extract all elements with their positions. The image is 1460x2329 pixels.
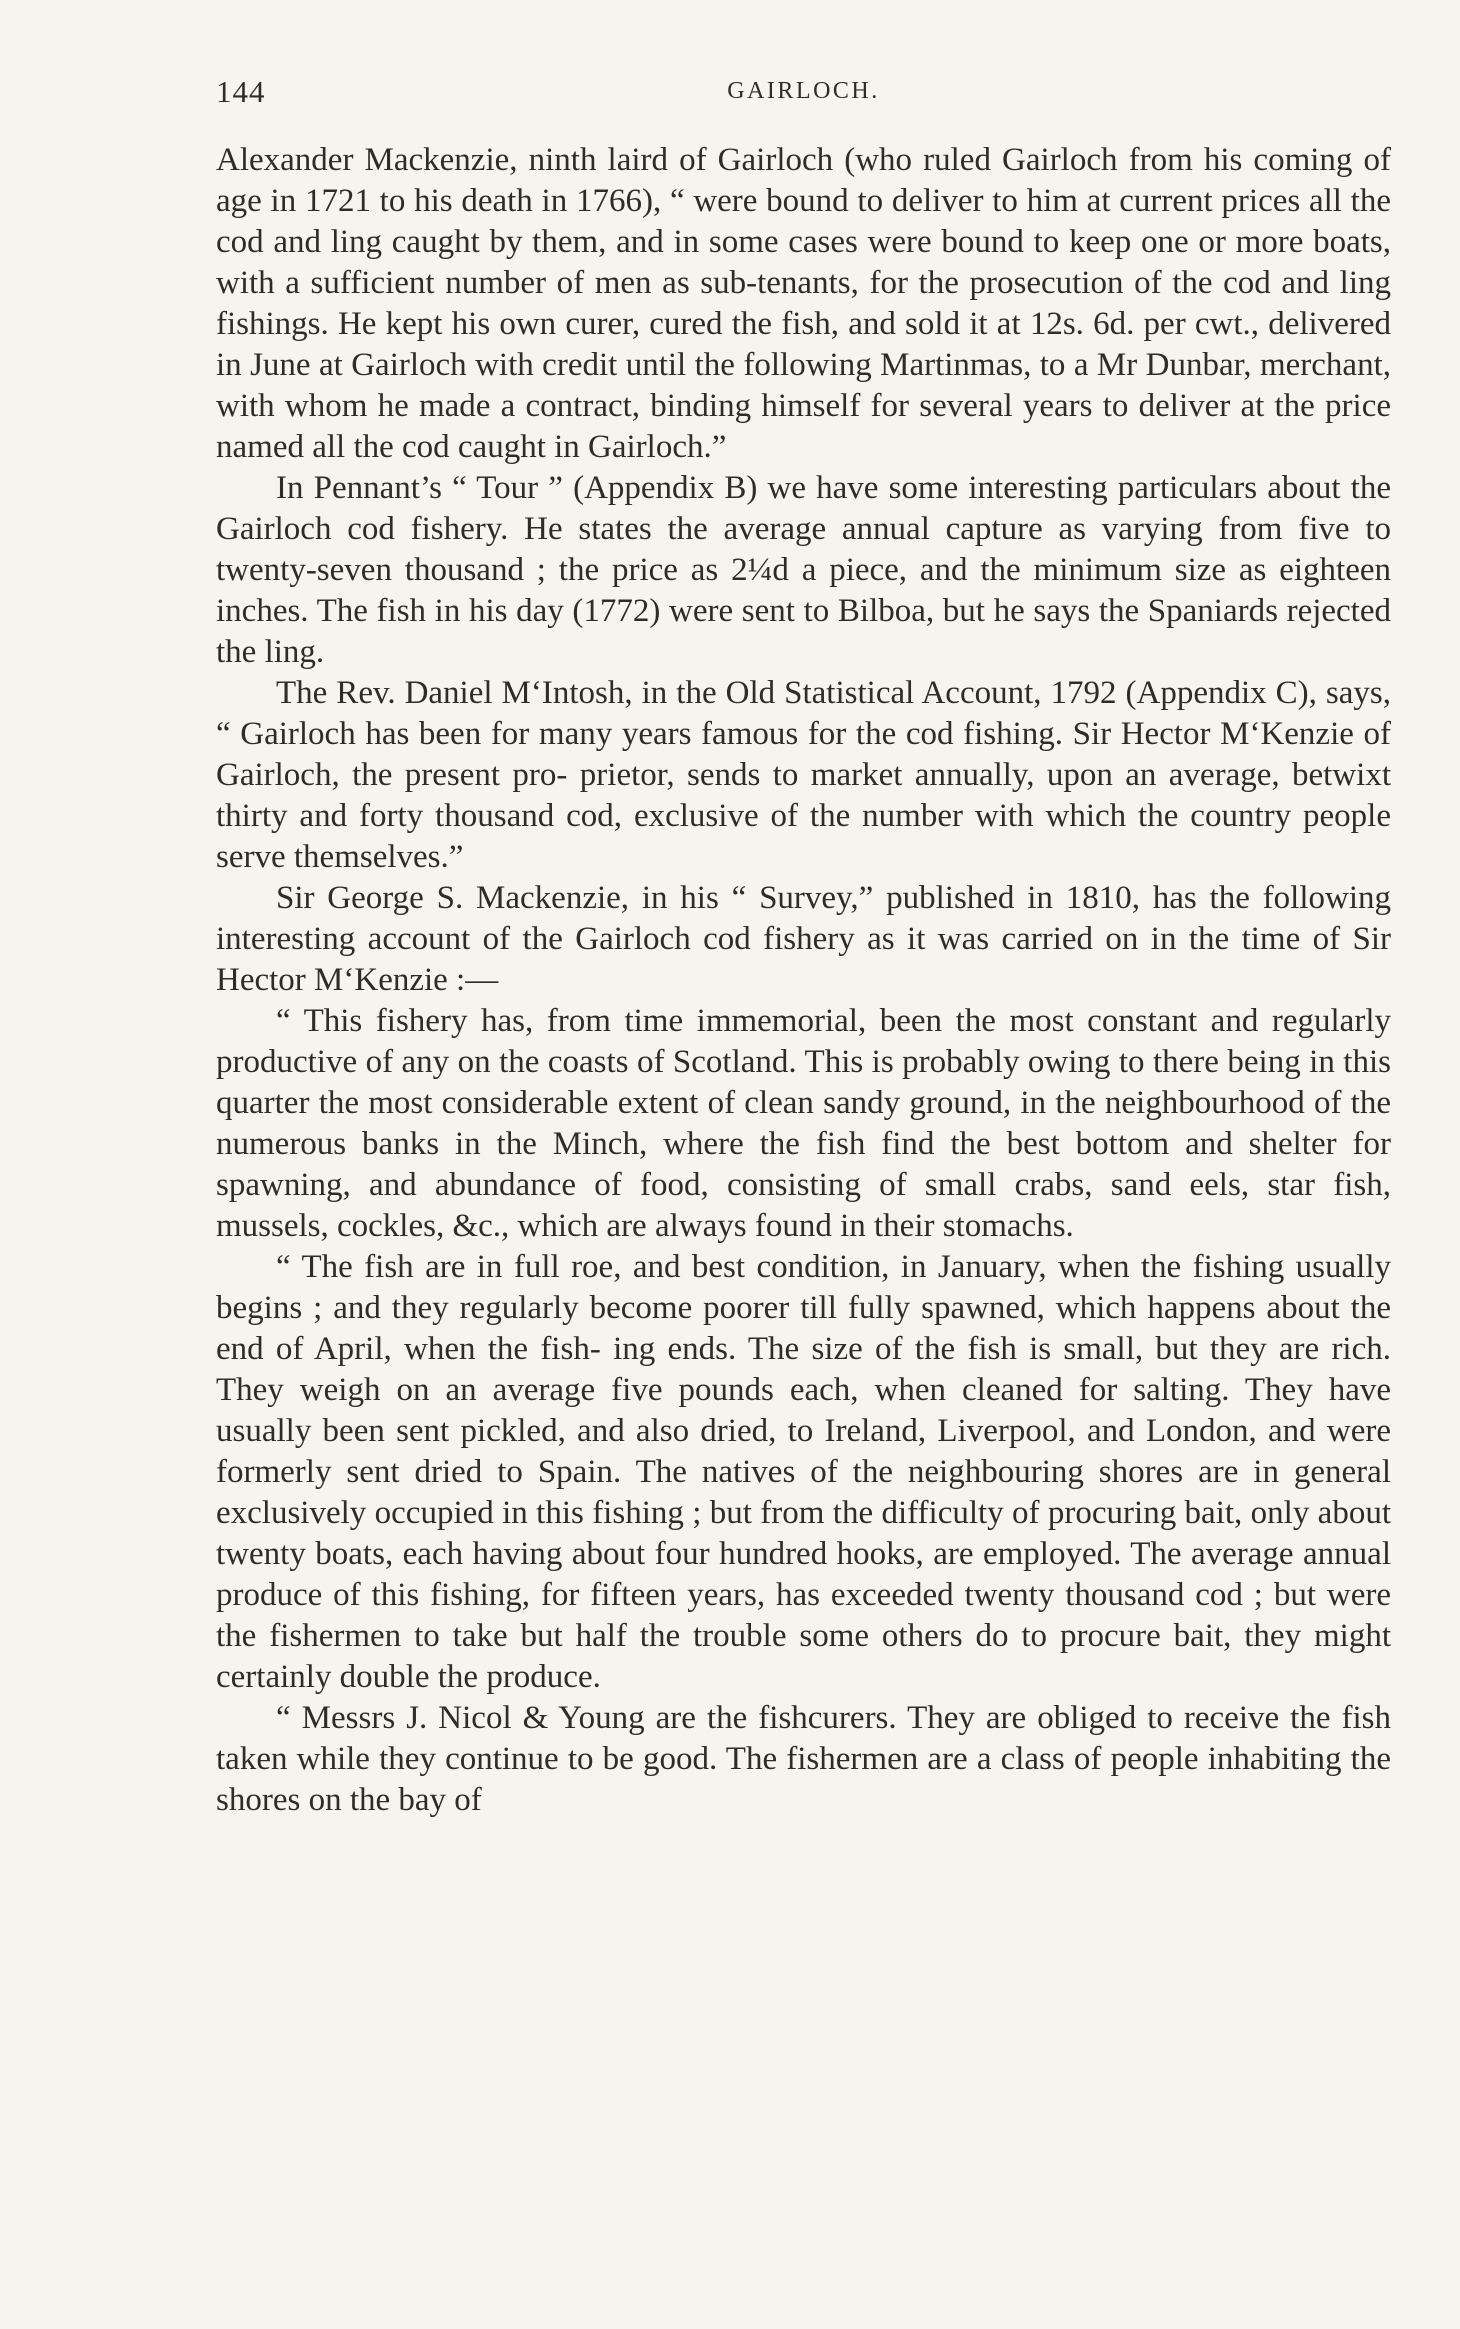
page-header (216, 74, 1391, 114)
paragraph-4: Sir George S. Mackenzie, in his “ Survey,” published in 1810, has the following interesting account of the Gairloch cod fishery as it was carried on in the time of Sir Hector M‘Kenzie :— (216, 880, 1391, 998)
body-text (216, 140, 1391, 1821)
paragraph-6: “ The fish are in full roe, and best condition, in January, when the fishing usually begins ; and they regularly become poorer till fully spawned, which happens about the end of April, when the fish- ing ends. The size of the fish is small, but they are rich. They weigh on an average five pounds each, when cleaned for salting. They have usually been sent pickled, and also dried, to Ireland, Liverpool, and London, and were formerly sent dried to Spain. The natives of the neighbouring shores are in general exclusively occupied in this fishing ; but from the difficulty of procuring bait, only about twenty boats, each having about four hundred hooks, are employed. The average annual produce of this fishing, for fifteen years, has exceeded twenty thousand cod ; but were the fishermen to take but half the trouble some others do to procure bait, they might certainly double the produce. (216, 1249, 1391, 1695)
page-number: 144 (216, 74, 266, 109)
paragraph-3: The Rev. Daniel M‘Intosh, in the Old Statistical Account, 1792 (Appendix C), says, “ Gairloch has been for many years famous for the cod fishing. Sir Hector M‘Kenzie of Gairloch, the present pro- prietor, sends to market annually, upon an average, betwixt thirty and forty thousand cod, exclusive of the number with which the country people serve themselves.” (216, 675, 1391, 875)
paragraph-1: Alexander Mackenzie, ninth laird of Gairloch (who ruled Gairloch from his coming of age in 1721 to his death in 1766), “ were bound to deliver to him at current prices all the cod and ling caught by them, and in some cases were bound to keep one or more boats, with a sufficient number of men as sub-tenants, for the prosecution of the cod and ling fishings. He kept his own curer, cured the fish, and sold it at 12s. 6d. per cwt., delivered in June at Gairloch with credit until the following Martinmas, to a Mr Dunbar, merchant, with whom he made a contract, binding himself for several years to deliver at the price named all the cod caught in Gairloch.” (216, 142, 1391, 465)
paragraph-7: “ Messrs J. Nicol & Young are the fishcurers. They are obliged to receive the fish taken while they continue to be good. The fishermen are a class of people inhabiting the shores on the bay of (216, 1700, 1391, 1818)
paragraph-5: “ This fishery has, from time immemorial, been the most constant and regularly productive of any on the coasts of Scotland. This is probably owing to there being in this quarter the most considerable extent of clean sandy ground, in the neighbourhood of the numerous banks in the Minch, where the fish find the best bottom and shelter for spawning, and abundance of food, consisting of small crabs, sand eels, star fish, mussels, cockles, &c., which are always found in their stomachs. (216, 1003, 1391, 1244)
running-head: GAIRLOCH. (727, 78, 880, 104)
paragraph-2: In Pennant’s “ Tour ” (Appendix B) we have some interesting particulars about the Gairloch cod fishery. He states the average annual capture as varying from five to twenty-seven thousand ; the price as 2¼d a piece, and the minimum size as eighteen inches. The fish in his day (1772) were sent to Bilboa, but he says the Spaniards rejected the ling. (216, 470, 1391, 670)
